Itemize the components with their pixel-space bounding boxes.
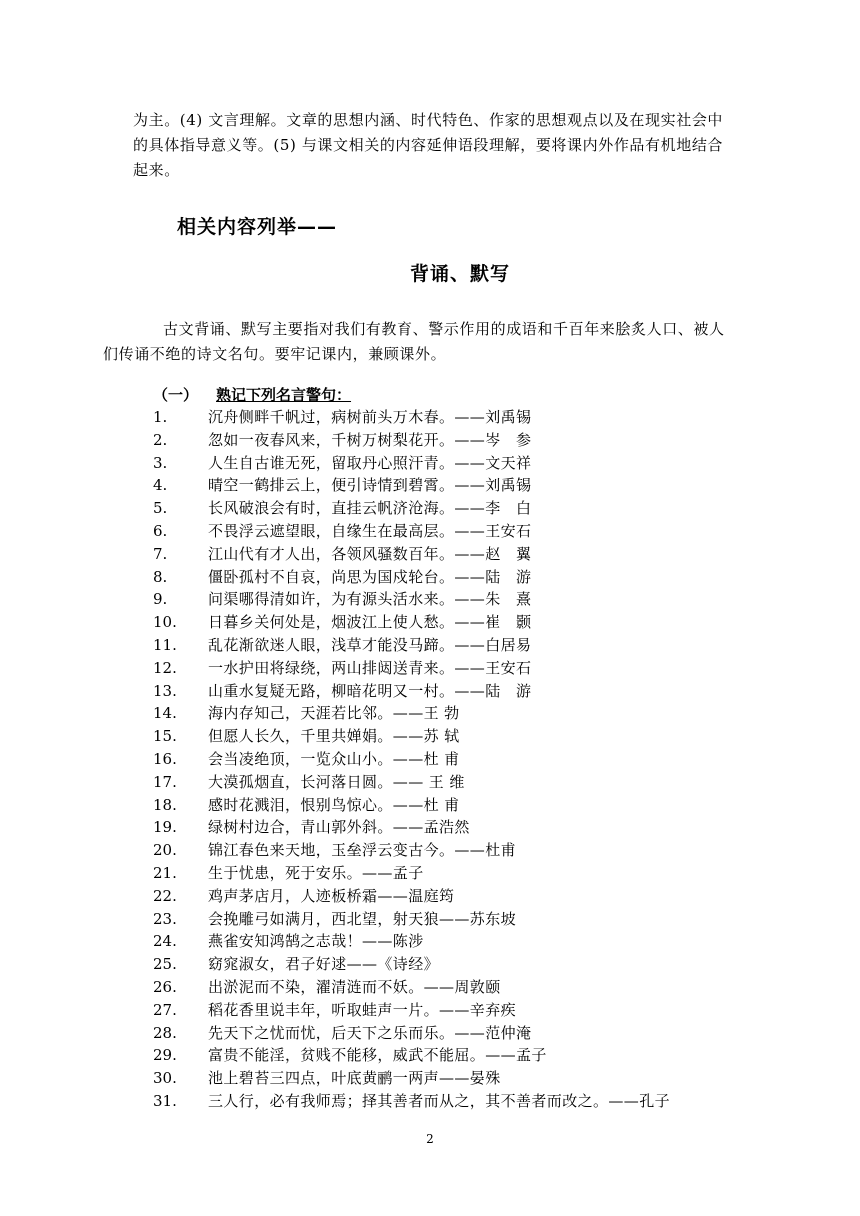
item-text: 富贵不能淫，贫贱不能移，威武不能屈。——孟子 [208, 1046, 547, 1065]
intro-line: 起来。 [133, 161, 180, 179]
item-number: 2. [153, 430, 168, 449]
item-number: 4. [153, 476, 168, 495]
item-text: 一水护田将绿绕，两山排闼送青来。——王安石 [208, 658, 532, 677]
item-text: 窈窕淑女，君子好逑——《诗经》 [208, 955, 440, 974]
item-number: 30. [153, 1069, 177, 1088]
list-item [153, 748, 813, 771]
item-text: 长风破浪会有时，直挂云帆济沧海。——李 白 [208, 499, 532, 518]
item-number: 14. [153, 704, 177, 723]
intro-paragraph [133, 108, 805, 183]
item-text: 稻花香里说丰年，听取蛙声一片。——辛弃疾 [208, 1000, 517, 1019]
item-text: 人生自古谁无死，留取丹心照汗青。——文天祥 [208, 453, 532, 472]
item-number: 13. [153, 681, 177, 700]
body-paragraph [103, 317, 805, 367]
item-text: 绿树村边合，青山郭外斜。——孟浩然 [208, 818, 470, 837]
list-item [153, 680, 813, 703]
item-number: 23. [153, 909, 177, 928]
item-text: 燕雀安知鸿鹄之志哉！——陈涉 [208, 932, 424, 951]
list-item [153, 702, 813, 725]
list-heading [153, 384, 351, 405]
list-item [153, 406, 813, 429]
item-number: 12. [153, 658, 177, 677]
item-text: 问渠哪得清如许，为有源头活水来。——朱 熹 [208, 590, 532, 609]
item-number: 27. [153, 1000, 177, 1019]
item-number: 8. [153, 567, 168, 586]
list-item [153, 634, 813, 657]
item-number: 15. [153, 727, 177, 746]
item-text: 生于忧患，死于安乐。——孟子 [208, 863, 424, 882]
item-text: 海内存知己，天涯若比邻。——王 勃 [208, 704, 460, 723]
item-number: 17. [153, 772, 177, 791]
item-text: 日暮乡关何处是，烟波江上使人愁。——崔 颢 [208, 613, 532, 632]
item-text: 但愿人长久，千里共婵娟。——苏 轼 [208, 727, 460, 746]
item-number: 3. [153, 453, 168, 472]
item-number: 21. [153, 863, 177, 882]
section-heading: 相关内容列举—— [177, 216, 338, 238]
intro-line: 的具体指导意义等。(5) 与课文相关的内容延伸语段理解，要将课内外作品有机地结合 [133, 136, 724, 154]
list-item [153, 543, 813, 566]
item-number: 22. [153, 886, 177, 905]
item-text: 乱花渐欲迷人眼，浅草才能没马蹄。——白居易 [208, 635, 532, 654]
item-text: 三人行，必有我师焉；择其善者而从之，其不善者而改之。——孔子 [208, 1091, 671, 1110]
item-text: 先天下之忧而忧，后天下之乐而乐。——范仲淹 [208, 1023, 532, 1042]
item-number: 18. [153, 795, 177, 814]
item-number: 25. [153, 955, 177, 974]
item-number: 26. [153, 977, 177, 996]
item-number: 28. [153, 1023, 177, 1042]
list-item [153, 497, 813, 520]
list-title: 熟记下列名言警句： [216, 386, 352, 404]
item-number: 29. [153, 1046, 177, 1065]
list-item [153, 1022, 813, 1045]
list-item [153, 771, 813, 794]
item-text: 会当凌绝顶，一览众山小。——杜 甫 [208, 749, 460, 768]
item-number: 7. [153, 544, 168, 563]
item-text: 鸡声茅店月，人迹板桥霜——温庭筠 [208, 886, 455, 905]
list-item [153, 885, 813, 908]
list-item [153, 588, 813, 611]
list-item [153, 930, 813, 953]
item-number: 24. [153, 932, 177, 951]
list-item [153, 566, 813, 589]
list-item [153, 429, 813, 452]
list-item [153, 1044, 813, 1067]
item-number: 6. [153, 521, 168, 540]
item-text: 会挽雕弓如满月，西北望，射天狼——苏东坡 [208, 909, 517, 928]
body-line: 们传诵不绝的诗文名句。要牢记课内，兼顾课外。 [103, 345, 447, 363]
list-item [153, 474, 813, 497]
item-text: 池上碧苔三四点，叶底黄鹂一两声——晏殊 [208, 1069, 501, 1088]
item-text: 锦江春色来天地，玉垒浮云变古今。——杜甫 [208, 841, 517, 860]
item-text: 出淤泥而不染，濯清涟而不妖。——周敦颐 [208, 977, 501, 996]
list-item [153, 953, 813, 976]
item-number: 20. [153, 841, 177, 860]
item-number: 16. [153, 749, 177, 768]
item-number: 19. [153, 818, 177, 837]
item-number: 9. [153, 590, 168, 609]
item-number: 10. [153, 613, 177, 632]
list-item [153, 976, 813, 999]
list-item [153, 816, 813, 839]
page-number: 2 [426, 1132, 434, 1146]
item-number: 31. [153, 1091, 177, 1110]
item-number: 1. [153, 408, 168, 426]
list-item [153, 908, 813, 931]
item-text: 江山代有才人出，各领风骚数百年。——赵 翼 [208, 544, 532, 563]
list-item [153, 1067, 813, 1090]
list-item [153, 999, 813, 1022]
list-item [153, 611, 813, 634]
list-item [153, 452, 813, 475]
list-number: （一） [153, 386, 199, 404]
item-text: 沉舟侧畔千帆过，病树前头万木春。——刘禹锡 [208, 408, 532, 426]
item-text: 不畏浮云遮望眼，自缘生在最高层。——王安石 [208, 521, 532, 540]
item-text: 山重水复疑无路，柳暗花明又一村。——陆 游 [208, 681, 532, 700]
item-text: 晴空一鹤排云上，便引诗情到碧霄。——刘禹锡 [208, 476, 532, 495]
quotes-list [153, 406, 813, 1113]
list-item [153, 794, 813, 817]
subtitle: 背诵、默写 [410, 263, 511, 285]
list-item [153, 520, 813, 543]
list-item [153, 657, 813, 680]
item-number: 11. [153, 635, 177, 654]
item-text: 感时花溅泪，恨别鸟惊心。——杜 甫 [208, 795, 460, 814]
item-number: 5. [153, 499, 168, 518]
item-text: 僵卧孤村不自哀，尚思为国戍轮台。——陆 游 [208, 567, 532, 586]
item-text: 忽如一夜春风来，千树万树梨花开。——岑 参 [208, 430, 532, 449]
list-item [153, 1090, 813, 1113]
list-item [153, 862, 813, 885]
item-text: 大漠孤烟直，长河落日圆。—— 王 维 [208, 772, 465, 791]
body-line: 古文背诵、默写主要指对我们有教育、警示作用的成语和千百年来脍炙人口、被人 [163, 320, 725, 338]
intro-line: 为主。(4) 文言理解。文章的思想内涵、时代特色、作家的思想观点以及在现实社会中 [133, 111, 724, 129]
list-item [153, 839, 813, 862]
list-item [153, 725, 813, 748]
